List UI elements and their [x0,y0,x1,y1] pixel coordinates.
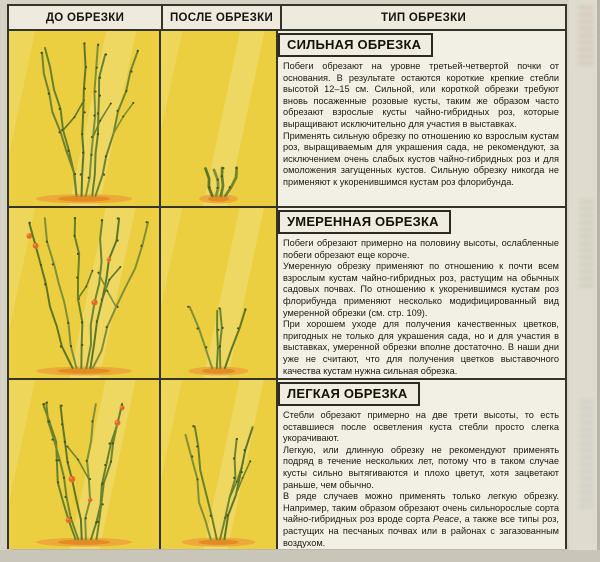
paragraph: В ряде случаев можно применять только легкую обрезку. Например, таким образом обрезают очень сильнорослые сорта чайно-гибридных роз вроде сорта Peace, а также все типы роз, растущих на песчаных почвах или в районах с загазованным воздухом. [283,491,559,548]
bush-after-strong-pruning-illustration [161,31,276,206]
column-header-after-pruning: ПОСЛЕ ОБРЕЗКИ [163,6,282,29]
paragraph: При хорошем уходе для получения качественных цветков, пригодных не только для украшения сада, но и для участия в выставках, умеренной обрезки вполне достаточно. В наши дни уже не считают, что для получения цветков выставочного качества кустам нужна сильная обрезка. [283,319,559,376]
print-bleed-artifact [579,400,594,510]
paragraph: Побеги обрезают на уровне третьей-четвертой почки от основания. В результате остаются короткие крепкие стебли высотой 12–15 см. Сильной, или короткой обрезки требуют вновь посаженные розовые кусты, таким же образом часто обрезают взрослые кусты чайно-гибридных роз, которые выращивают исключительно для участия в выставках. [283,61,559,129]
cell-before-strong-pruning [9,31,161,206]
paragraph: Легкую, или длинную обрезку не рекомендуют применять подряд в течение нескольких лет, потому что в таком случае кусты сильно вытягиваются и плохо цветут, хотя зацветают раньше, чем обычно. [283,444,559,490]
bush-before-moderate-pruning-illustration [9,208,159,378]
table-row-moderate-pruning [9,206,565,378]
cell-before-moderate-pruning [9,208,161,378]
table-row-strong-pruning [9,29,565,206]
print-bleed-artifact [578,6,594,66]
cell-after-moderate-pruning [161,208,278,378]
bush-before-light-pruning-illustration [9,380,159,549]
page-right-margin [569,0,600,562]
bush-before-strong-pruning-illustration [9,31,159,206]
bush-after-moderate-pruning-illustration [161,208,276,378]
page-bottom-margin [0,550,600,562]
print-bleed-artifact [579,200,594,290]
column-header-pruning-type: ТИП ОБРЕЗКИ [380,11,467,24]
paragraph: Побеги обрезают примерно на половину высоты, ослабленные побеги обрезают еще короче. [283,238,559,260]
rose-pruning-table [7,4,567,549]
section-moderate-pruning [278,208,565,378]
section-title-moderate-pruning: УМЕРЕННАЯ ОБРЕЗКА [278,210,451,234]
cell-before-light-pruning [9,380,161,549]
cell-after-strong-pruning [161,31,278,206]
table-row-light-pruning [9,378,565,549]
paragraph: Умеренную обрезку применяют по отношению к почти всем взрослым кустам чайно-гибридных роз, растущим на обычных садовых почвах. По отношению к укоренившимся кустам роз флорибунда применяют несколько модифицированный вид умеренной обрезки (см. стр. 109). [283,261,559,318]
paragraph: Стебли обрезают примерно на две трети высоты, то есть оставшиеся после осветления куста стебли просто слегка укорачивают. [283,410,559,444]
section-text-strong-pruning [278,61,565,189]
paragraph: Применять сильную обрезку по отношению ко взрослым кустам роз, выращиваемым для украшения сада, не рекомендуют, за исключением очень слабых кустов чайно-гибридных роз и для омоложения загущенных кустов. Сильную обрезку никогда не применяют к укоренившимся кустам роз флорибунда. [283,130,559,187]
table-header-row [9,6,565,29]
cell-after-light-pruning [161,380,278,549]
column-header-before-pruning: ДО ОБРЕЗКИ [9,6,163,29]
bush-after-light-pruning-illustration [161,380,276,549]
section-title-strong-pruning: СИЛЬНАЯ ОБРЕЗКА [278,33,433,57]
section-text-light-pruning [278,410,565,549]
section-title-light-pruning: ЛЕГКАЯ ОБРЕЗКА [278,382,420,406]
section-light-pruning [278,380,565,549]
section-text-moderate-pruning [278,238,565,377]
section-strong-pruning [278,31,565,206]
